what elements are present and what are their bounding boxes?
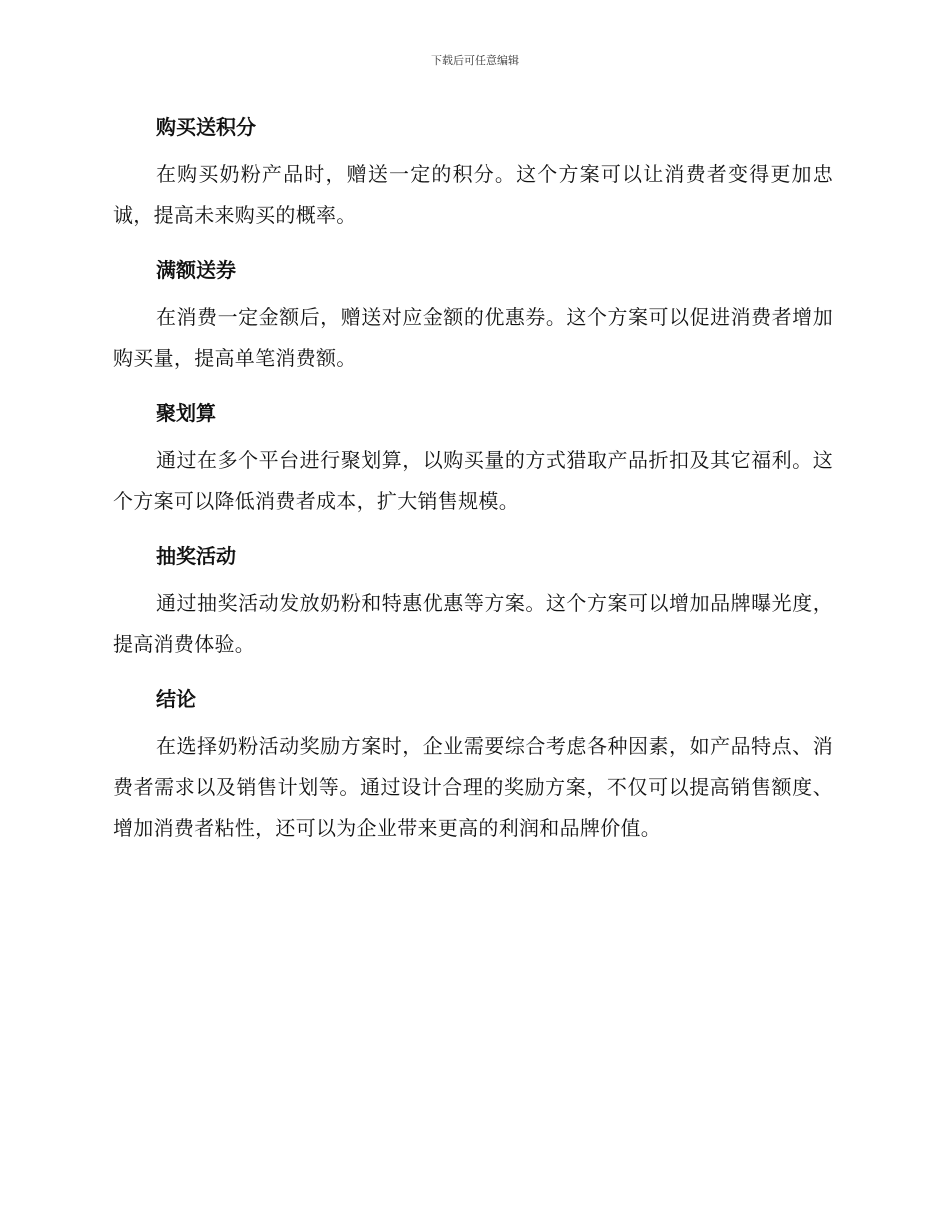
section-lottery (113, 542, 833, 665)
page-header: 下载后可任意编辑 (431, 54, 519, 67)
section-paragraph: 通过在多个平台进行聚划算，以购买量的方式猎取产品折扣及其它福利。这个方案可以降低消费者成本，扩大销售规模。 (113, 448, 833, 513)
section-paragraph: 通过抽奖活动发放奶粉和特惠优惠等方案。这个方案可以增加品牌曝光度，提高消费体验。 (113, 591, 833, 656)
section-purchase-points (113, 113, 833, 236)
document-body (113, 113, 833, 869)
section-heading: 抽奖活动 (156, 544, 236, 568)
section-paragraph: 在选择奶粉活动奖励方案时，企业需要综合考虑各种因素，如产品特点、消费者需求以及销售计划等。通过设计合理的奖励方案，不仅可以提高销售额度、增加消费者粘性，还可以为企业带来更高的利润和品牌价值。 (113, 734, 833, 840)
section-paragraph: 在购买奶粉产品时，赠送一定的积分。这个方案可以让消费者变得更加忠诚，提高未来购买的概率。 (113, 162, 833, 227)
section-conclusion (113, 685, 833, 849)
section-group-buy (113, 399, 833, 522)
section-heading: 聚划算 (156, 401, 216, 425)
section-paragraph: 在消费一定金额后，赠送对应金额的优惠券。这个方案可以促进消费者增加购买量，提高单笔消费额。 (113, 305, 833, 370)
section-heading: 结论 (156, 687, 196, 711)
section-heading: 满额送券 (156, 258, 236, 282)
section-heading: 购买送积分 (156, 115, 256, 139)
section-coupon (113, 256, 833, 379)
